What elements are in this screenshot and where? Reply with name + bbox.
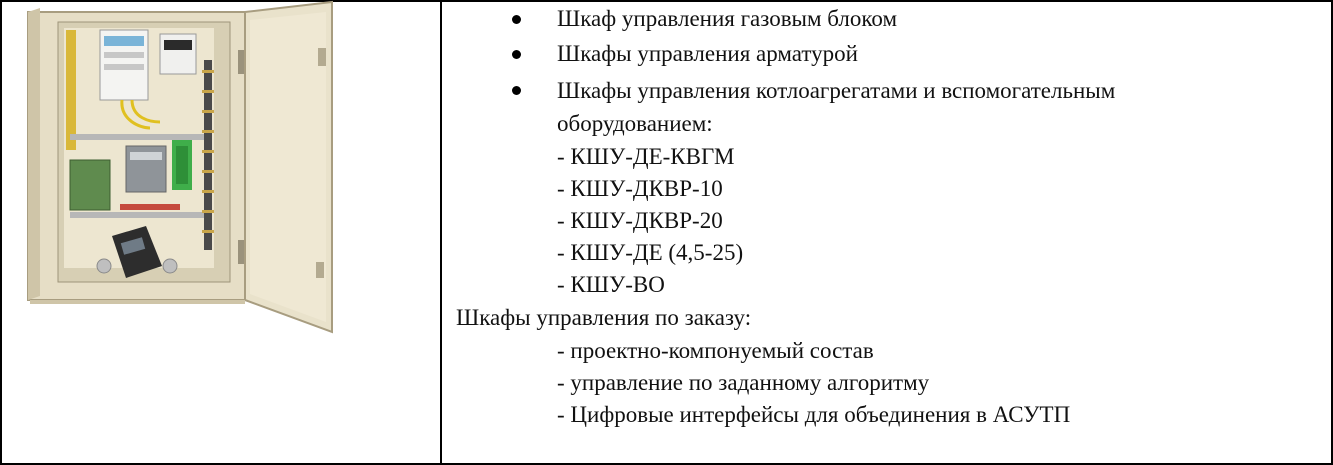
bullet-item: Шкафы управления котлоагрегатами и вспомогательным: [557, 78, 1116, 103]
model-item: - КШУ-ДЕ-КВГМ: [557, 144, 735, 169]
description-cell: [442, 0, 1333, 465]
model-item: - КШУ-ДКВР-20: [557, 208, 723, 233]
bullet-continuation: оборудованием:: [557, 111, 713, 136]
bullet-item: Шкаф управления газовым блоком: [557, 6, 898, 31]
model-item: - КШУ-ВО: [557, 272, 665, 297]
custom-item: - проектно-компонуемый состав: [557, 338, 874, 363]
custom-heading: Шкафы управления по заказу:: [456, 305, 752, 330]
cabinet-photo: [0, 0, 440, 465]
model-item: - КШУ-ДЕ (4,5-25): [557, 240, 744, 265]
bullet-icon: [512, 86, 521, 95]
custom-item: - управление по заданному алгоритму: [557, 370, 930, 395]
model-item: - КШУ-ДКВР-10: [557, 176, 723, 201]
bullet-icon: [512, 15, 521, 24]
custom-item: - Цифровые интерфейсы для объединения в АСУТП: [557, 402, 1071, 427]
bullet-icon: [512, 50, 521, 59]
bullet-item: Шкафы управления арматурой: [557, 41, 858, 66]
cabinet-photo-cell: [0, 0, 440, 465]
